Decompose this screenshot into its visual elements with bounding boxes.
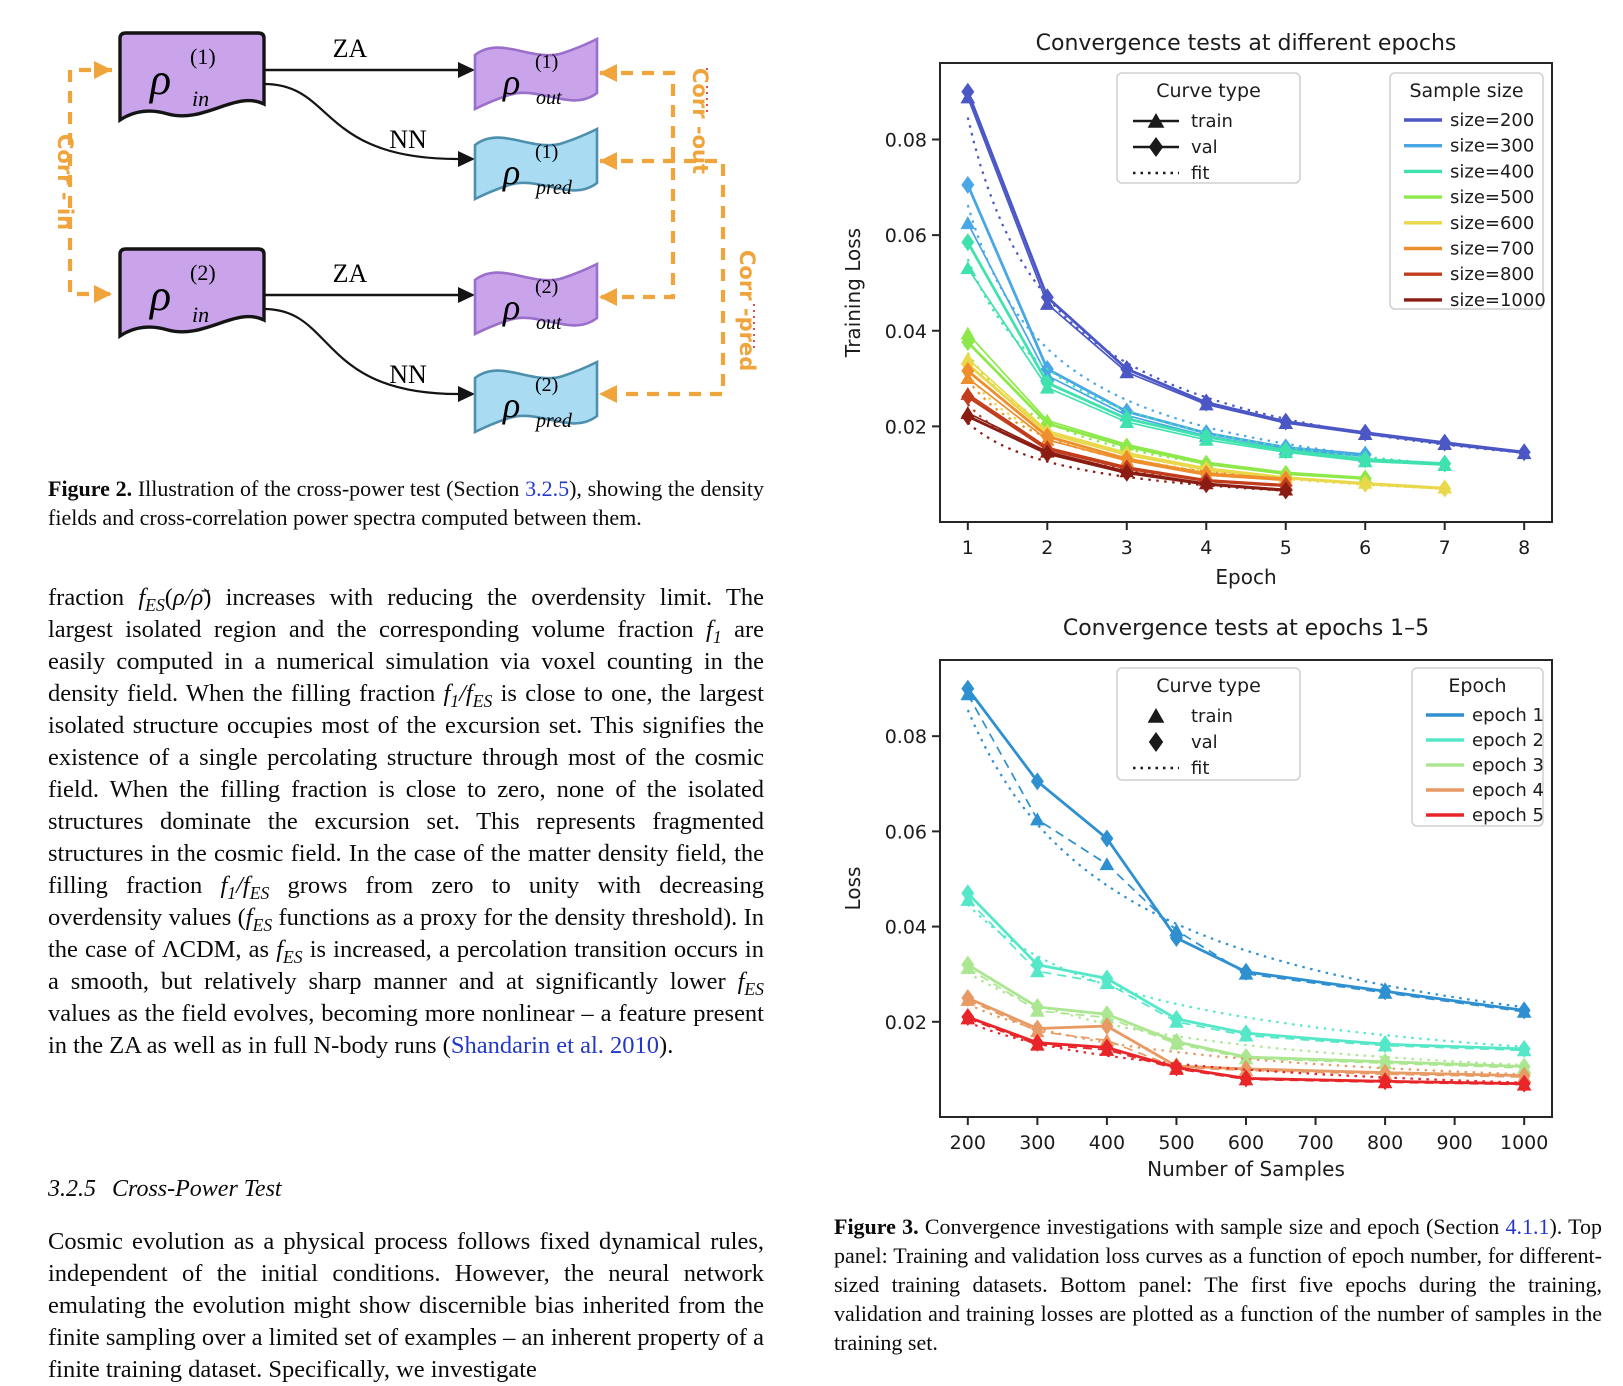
nn1-label: NN xyxy=(389,125,427,154)
x-tick-label: 600 xyxy=(1227,1132,1265,1154)
text-segment: values as the field evolves, becoming more nonlinear – a feature present in the ZA as well as in full N-body runs ( xyxy=(48,1000,764,1059)
x-tick-label: 6 xyxy=(1359,537,1372,559)
text-segment: is increased, a percolation transition occurs in a smooth, but relatively sharp manner and at significantly lower xyxy=(48,936,764,995)
x-tick-label: 800 xyxy=(1366,1132,1404,1154)
za2-label: ZA xyxy=(332,259,368,288)
body-paragraph-2 xyxy=(48,1226,764,1386)
figure-label: Figure 3. xyxy=(834,1214,919,1239)
x-tick-label: 5 xyxy=(1279,537,1292,559)
x-tick-label: 7 xyxy=(1438,537,1451,559)
x-tick-label: 3 xyxy=(1120,537,1133,559)
val-marker xyxy=(961,176,974,194)
y-axis-label: Loss xyxy=(841,866,865,911)
rho-out-1-sup: (1) xyxy=(535,51,559,73)
text-segment: Illustration of the cross-power test (Section xyxy=(132,476,526,501)
section-number: 3.2.5 xyxy=(48,1176,96,1202)
series-legend-label: size=200 xyxy=(1450,110,1535,131)
nn1-arrow xyxy=(264,84,458,159)
curve-type-legend-label: fit xyxy=(1191,163,1210,184)
y-tick-label: 0.08 xyxy=(884,129,927,152)
rho-pred-2-sup: (2) xyxy=(535,374,559,396)
curve-type-legend-label: fit xyxy=(1191,758,1210,779)
text-segment: ). xyxy=(659,1032,674,1059)
rho-out-2-symbol: ρ xyxy=(503,287,521,327)
text-segment: f xyxy=(138,584,146,611)
x-tick-label: 300 xyxy=(1019,1132,1056,1154)
chart-title: Convergence tests at epochs 1–5 xyxy=(1062,616,1430,641)
rho-out-1-symbol: ρ xyxy=(503,62,521,102)
text-segment: grows from zero to unity with decreasing overdensity values ( xyxy=(48,872,764,931)
bottom-chart xyxy=(822,595,1612,1195)
rho-in-2-sub: in xyxy=(192,302,210,327)
body-paragraph-1 xyxy=(48,582,764,1062)
rho-in-1-symbol: ρ xyxy=(150,55,172,104)
text-segment: ES xyxy=(744,978,764,999)
text-segment: ( xyxy=(164,584,173,611)
series-legend-label: epoch 2 xyxy=(1472,730,1544,751)
za2-arrowhead xyxy=(458,287,475,303)
val-marker xyxy=(961,407,974,425)
series-legend-label: size=300 xyxy=(1450,135,1535,157)
rho-out-2-sup: (2) xyxy=(535,276,559,298)
text-segment: Convergence investigations with sample size and epoch (Section xyxy=(918,1214,1506,1239)
curve-type-legend-label: train xyxy=(1191,111,1233,132)
text-segment: are easily computed in a numerical simulation via voxel counting in the density field. When the filling fraction xyxy=(48,616,764,707)
curve-type-legend-label: val xyxy=(1191,732,1218,753)
text-segment: /f xyxy=(236,872,250,899)
text-segment: f xyxy=(737,968,745,995)
inline-link[interactable]: 3.2.5 xyxy=(525,476,570,501)
val-marker xyxy=(961,83,974,101)
nn2-arrowhead xyxy=(458,386,475,402)
x-axis-label: Epoch xyxy=(1215,565,1277,589)
corr-in-arrowhead-top xyxy=(94,61,112,79)
y-tick-label: 0.06 xyxy=(884,225,927,248)
curve-type-legend-label: val xyxy=(1191,137,1218,158)
rho-out-2-sub: out xyxy=(536,312,562,334)
text-segment: ES xyxy=(283,946,303,967)
series-legend-label: size=500 xyxy=(1450,187,1535,209)
corr-pred-arrowhead-bottom xyxy=(599,385,617,403)
corr-pred-arrowhead-top xyxy=(599,152,617,170)
section-title: Cross-Power Test xyxy=(112,1176,282,1202)
corr-pred-arrow xyxy=(600,161,723,394)
train-marker xyxy=(1100,857,1115,870)
y-tick-label: 0.04 xyxy=(884,320,927,343)
section-heading xyxy=(48,1176,282,1203)
x-tick-label: 4 xyxy=(1200,537,1213,559)
text-segment: ρ/ρ̄ xyxy=(172,584,204,611)
text-segment: fraction xyxy=(48,584,139,611)
text-segment: is close to one, the largest isolated structure occupies most of the excursion set. This signifies the existence of a single percolating structure through most of the cosmic field. When the filling fraction is close to zero, none of the isolated structures dominate the excursion set. This represents fragmented structures in the cosmic field. In the case of the matter density field, the filling fraction xyxy=(48,680,764,899)
x-tick-label: 1000 xyxy=(1500,1132,1549,1154)
top-chart xyxy=(822,14,1612,592)
corr-in-arrowhead-bottom xyxy=(94,285,112,303)
series-legend-label: size=1000 xyxy=(1450,289,1546,311)
curve-type-legend-title: Curve type xyxy=(1156,80,1261,102)
rho-pred-2-sub: pred xyxy=(536,410,572,432)
series-legend-label: epoch 4 xyxy=(1472,780,1544,801)
corr-in-label: Corr - in xyxy=(53,134,77,231)
x-tick-label: 900 xyxy=(1436,1132,1473,1154)
text-segment: 1 xyxy=(712,626,722,647)
y-tick-label: 0.06 xyxy=(884,821,927,844)
x-tick-label: 2 xyxy=(1041,537,1054,559)
y-tick-label: 0.04 xyxy=(884,916,927,939)
val-marker xyxy=(1438,480,1451,498)
curve-type-legend-label: train xyxy=(1191,706,1233,727)
rho-pred-1-sub: pred xyxy=(536,177,572,199)
text-segment: ES xyxy=(249,882,270,903)
inline-link[interactable]: Shandarin et al. 2010 xyxy=(450,1032,660,1059)
train-marker xyxy=(960,261,975,274)
za1-label: ZA xyxy=(332,34,368,63)
rho-pred-1-sup: (1) xyxy=(535,141,559,163)
text-segment: ES xyxy=(472,690,493,711)
text-segment: f xyxy=(245,904,253,931)
corr-out-arrowhead-bottom xyxy=(599,288,617,306)
series-legend-label: epoch 5 xyxy=(1472,805,1544,826)
y-tick-label: 0.02 xyxy=(884,1011,927,1034)
series-legend-label: epoch 3 xyxy=(1472,755,1544,776)
rho-out-1-sub: out xyxy=(536,87,562,109)
text-segment: functions as a proxy for the density threshold). In the case of ΛCDM, as xyxy=(48,904,764,963)
figure-label: Figure 2. xyxy=(48,476,133,501)
figure2-diagram xyxy=(0,4,800,460)
nn1-arrowhead xyxy=(458,151,475,167)
rho-in-2-sup: (2) xyxy=(190,260,216,285)
text-segment: ) increases with reducing the overdensity limit. The largest isolated region and the corresponding volume fraction xyxy=(48,584,764,643)
x-tick-label: 200 xyxy=(949,1132,986,1154)
x-tick-label: 700 xyxy=(1297,1132,1334,1154)
corr-pred-label: Corr -pred xyxy=(735,250,759,372)
series-legend-label: size=400 xyxy=(1450,161,1535,183)
rho-pred-1-symbol: ρ xyxy=(503,152,521,192)
series-legend-label: size=700 xyxy=(1450,238,1535,260)
train-marker xyxy=(1030,812,1045,825)
figure3-caption xyxy=(834,1212,1602,1357)
rho-pred-2-symbol: ρ xyxy=(503,385,521,425)
val-line-size=500 xyxy=(968,342,1365,478)
x-tick-label: 400 xyxy=(1088,1132,1126,1154)
x-tick-label: 1 xyxy=(961,537,974,559)
text-segment: f xyxy=(706,616,713,643)
x-axis-label: Number of Samples xyxy=(1147,1157,1345,1181)
val-marker xyxy=(961,388,974,406)
series-legend-label: size=800 xyxy=(1450,264,1535,286)
x-tick-label: 8 xyxy=(1518,537,1531,559)
text-segment: f xyxy=(443,680,451,707)
text-segment: ). Top panel: Training and validation loss curves as a function of epoch number, for different-sized training datasets. Bottom panel: The first five epochs during the training, validation and training losses are plotted as a function of the number of samples in the training set. xyxy=(834,1214,1602,1355)
text-segment: f xyxy=(276,936,283,963)
series-legend-title: Sample size xyxy=(1409,80,1524,102)
corr-out-arrowhead-top xyxy=(599,64,617,82)
text-segment: /f xyxy=(459,680,473,707)
inline-link[interactable]: 4.1.1 xyxy=(1505,1214,1550,1239)
corr-out-label: Corr -out xyxy=(688,68,712,174)
curve-type-legend-title: Curve type xyxy=(1156,675,1261,697)
za1-arrowhead xyxy=(458,62,475,78)
corr-out-arrow xyxy=(600,73,673,297)
chart-title: Convergence tests at different epochs xyxy=(1035,31,1457,56)
rho-in-2-symbol: ρ xyxy=(150,271,172,320)
nn2-label: NN xyxy=(389,360,427,389)
text-segment: ES xyxy=(145,594,165,615)
series-legend-label: size=600 xyxy=(1450,212,1535,234)
y-tick-label: 0.08 xyxy=(884,726,927,749)
text-segment: 1 xyxy=(450,690,460,711)
y-axis-label: Training Loss xyxy=(841,227,865,358)
rho-in-1-sub: in xyxy=(192,86,210,111)
text-segment: ), showing the density fields and cross-correlation power spectra computed between them. xyxy=(48,476,765,530)
y-tick-label: 0.02 xyxy=(884,416,927,439)
nn2-arrow xyxy=(264,309,458,394)
text-segment: 1 xyxy=(227,882,237,903)
text-segment: Cosmic evolution as a physical process follows fixed dynamical rules, independent of the initial conditions. However, the neural network emulating the evolution might show discernible bias inherited from the finite sampling over a limited set of examples – an inherent property of a finite training dataset. Specifically, we investigate xyxy=(48,1228,764,1383)
rho-in-1-sup: (1) xyxy=(190,44,216,69)
x-tick-label: 500 xyxy=(1158,1132,1195,1154)
text-segment: f xyxy=(220,872,228,899)
series-legend-label: epoch 1 xyxy=(1472,705,1544,726)
text-segment: ES xyxy=(252,914,273,935)
figure2-caption xyxy=(48,474,764,532)
series-legend-title: Epoch xyxy=(1448,675,1507,697)
